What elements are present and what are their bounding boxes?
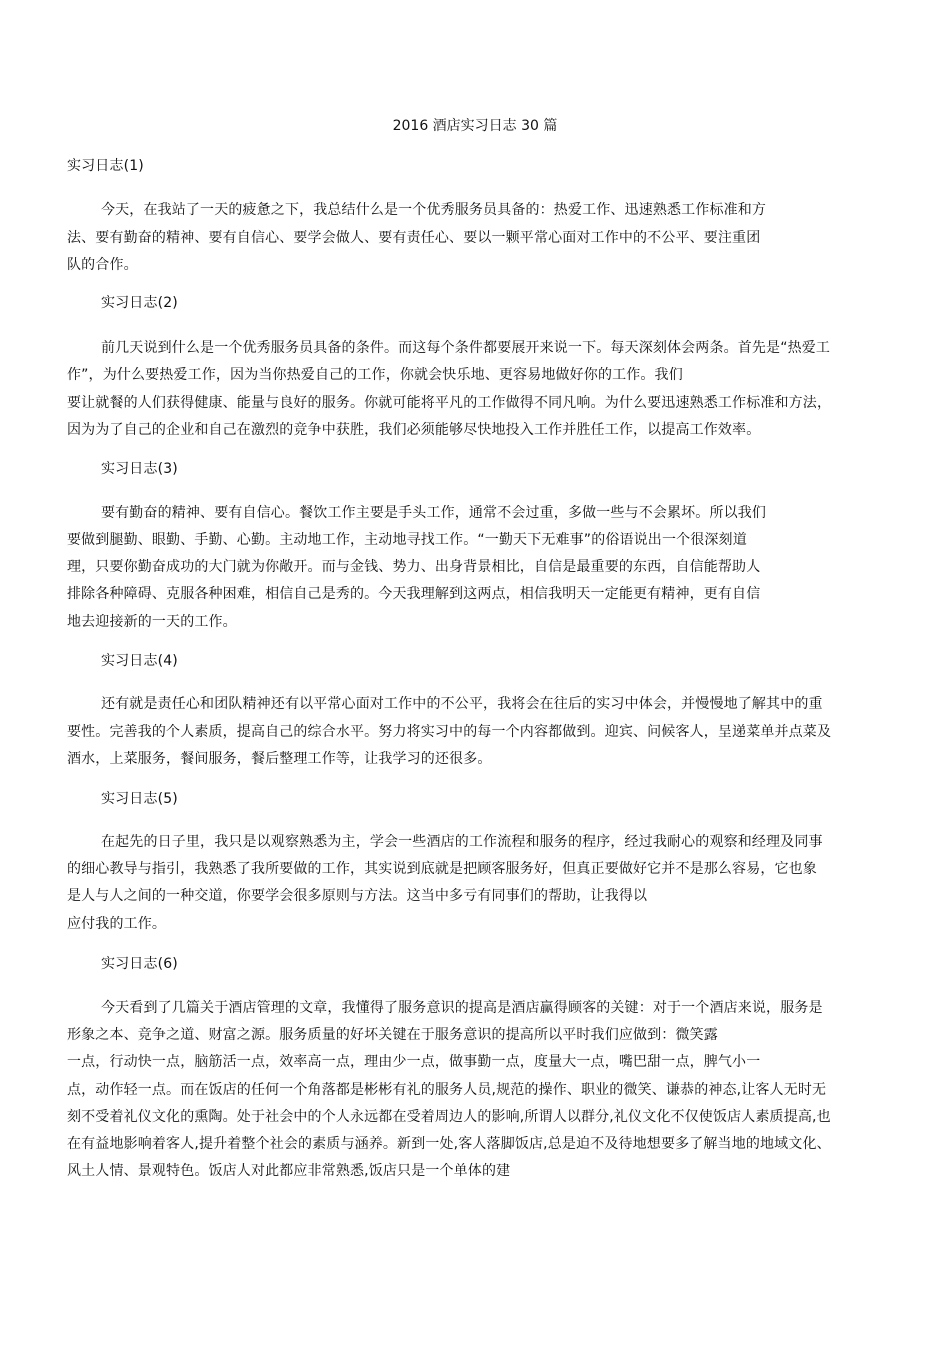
paragraph-line: 要性。完善我的个人素质，提高自己的综合水平。努力将实习中的每一个内容都做到。迎宾、问候客人，呈递菜单并点菜及: [67, 724, 832, 740]
paragraph-line: 刻不受着礼仪文化的熏陶。处于社会中的个人永远都在受着周边人的影响,所谓人以群分,礼仪文化不仅使饭店人素质提高,也: [67, 1109, 831, 1125]
paragraph-line: 因为为了自己的企业和自己在激烈的竞争中获胜，我们必须能够尽快地投入工作并胜任工作，以提高工作效率。: [67, 422, 761, 438]
paragraph-line: 地去迎接新的一天的工作。: [67, 614, 237, 630]
document-title: 2016 酒店实习日志 30 篇: [392, 118, 558, 134]
section-heading: 实习日志(6): [101, 956, 178, 972]
paragraph-line: 法、要有勤奋的精神、要有自信心、要学会做人、要有责任心、要以一颗平常心面对工作中的不公平、要注重团: [67, 230, 761, 246]
paragraph-line: 在起先的日子里，我只是以观察熟悉为主，学会一些酒店的工作流程和服务的程序，经过我耐心的观察和经理及同事: [101, 834, 823, 850]
paragraph-line: 今天，在我站了一天的疲惫之下，我总结什么是一个优秀服务员具备的：热爱工作、迅速熟悉工作标准和方: [101, 202, 767, 218]
paragraph-line: 排除各种障碍、克服各种困难，相信自己是秀的。今天我理解到这两点，相信我明天一定能更有精神，更有自信: [67, 586, 761, 602]
paragraph-line: 要让就餐的人们获得健康、能量与良好的服务。你就可能将平凡的工作做得不同凡响。为什么要迅速熟悉工作标准和方法，: [67, 395, 832, 411]
paragraph-line: 还有就是责任心和团队精神还有以平常心面对工作中的不公平，我将会在往后的实习中体会，并慢慢地了解其中的重: [101, 696, 823, 712]
paragraph-line: 理，只要你勤奋成功的大门就为你敞开。而与金钱、势力、出身背景相比，自信是最重要的东西，自信能帮助人: [67, 559, 761, 575]
paragraph-line: 的细心教导与指引，我熟悉了我所要做的工作，其实说到底就是把顾客服务好，但真正要做好它并不是那么容易，它也象: [67, 861, 817, 877]
paragraph-line: 要做到腿勤、眼勤、手勤、心勤。主动地工作，主动地寻找工作。“一勤天下无难事”的俗语说出一个很深刻道: [67, 532, 747, 548]
paragraph-line: 今天看到了几篇关于酒店管理的文章，我懂得了服务意识的提高是酒店赢得顾客的关键：对于一个酒店来说，服务是: [101, 1000, 823, 1016]
section-heading: 实习日志(1): [67, 158, 144, 174]
paragraph-line: 作”，为什么要热爱工作，因为当你热爱自己的工作，你就会快乐地、更容易地做好你的工作。我们: [67, 367, 683, 383]
paragraph-line: 要有勤奋的精神、要有自信心。餐饮工作主要是手头工作，通常不会过重，多做一些与不会累坏。所以我们: [101, 505, 767, 521]
paragraph-line: 队的合作。: [67, 257, 138, 273]
paragraph-line: 在有益地影响着客人,提升着整个社会的素质与涵养。新到一处,客人落脚饭店,总是迫不及待地想要多了解当地的地域文化、: [67, 1136, 831, 1152]
paragraph-line: 前几天说到什么是一个优秀服务员具备的条件。而这每个条件都要展开来说一下。每天深刻体会两条。首先是“热爱工: [101, 340, 831, 356]
paragraph-line: 应付我的工作。: [67, 916, 167, 932]
paragraph-line: 点，动作轻一点。而在饭店的任何一个角落都是彬彬有礼的服务人员,规范的操作、职业的微笑、谦恭的神态,让客人无时无: [67, 1082, 827, 1098]
paragraph-line: 风土人情、景观特色。饭店人对此都应非常熟悉,饭店只是一个单体的建: [67, 1163, 511, 1179]
paragraph-line: 是人与人之间的一种交道，你要学会很多原则与方法。这当中多亏有同事们的帮助，让我得以: [67, 888, 648, 904]
section-heading: 实习日志(3): [101, 461, 178, 477]
section-heading: 实习日志(5): [101, 791, 178, 807]
section-heading: 实习日志(4): [101, 653, 178, 669]
paragraph-line: 酒水，上菜服务，餐间服务，餐后整理工作等，让我学习的还很多。: [67, 751, 492, 767]
section-heading: 实习日志(2): [101, 295, 178, 311]
paragraph-line: 形象之本、竞争之道、财富之源。服务质量的好坏关键在于服务意识的提高所以平时我们应做到：微笑露: [67, 1027, 718, 1043]
paragraph-line: 一点，行动快一点，脑筋活一点，效率高一点，理由少一点，做事勤一点，度量大一点，嘴巴甜一点，脾气小一: [67, 1054, 761, 1070]
